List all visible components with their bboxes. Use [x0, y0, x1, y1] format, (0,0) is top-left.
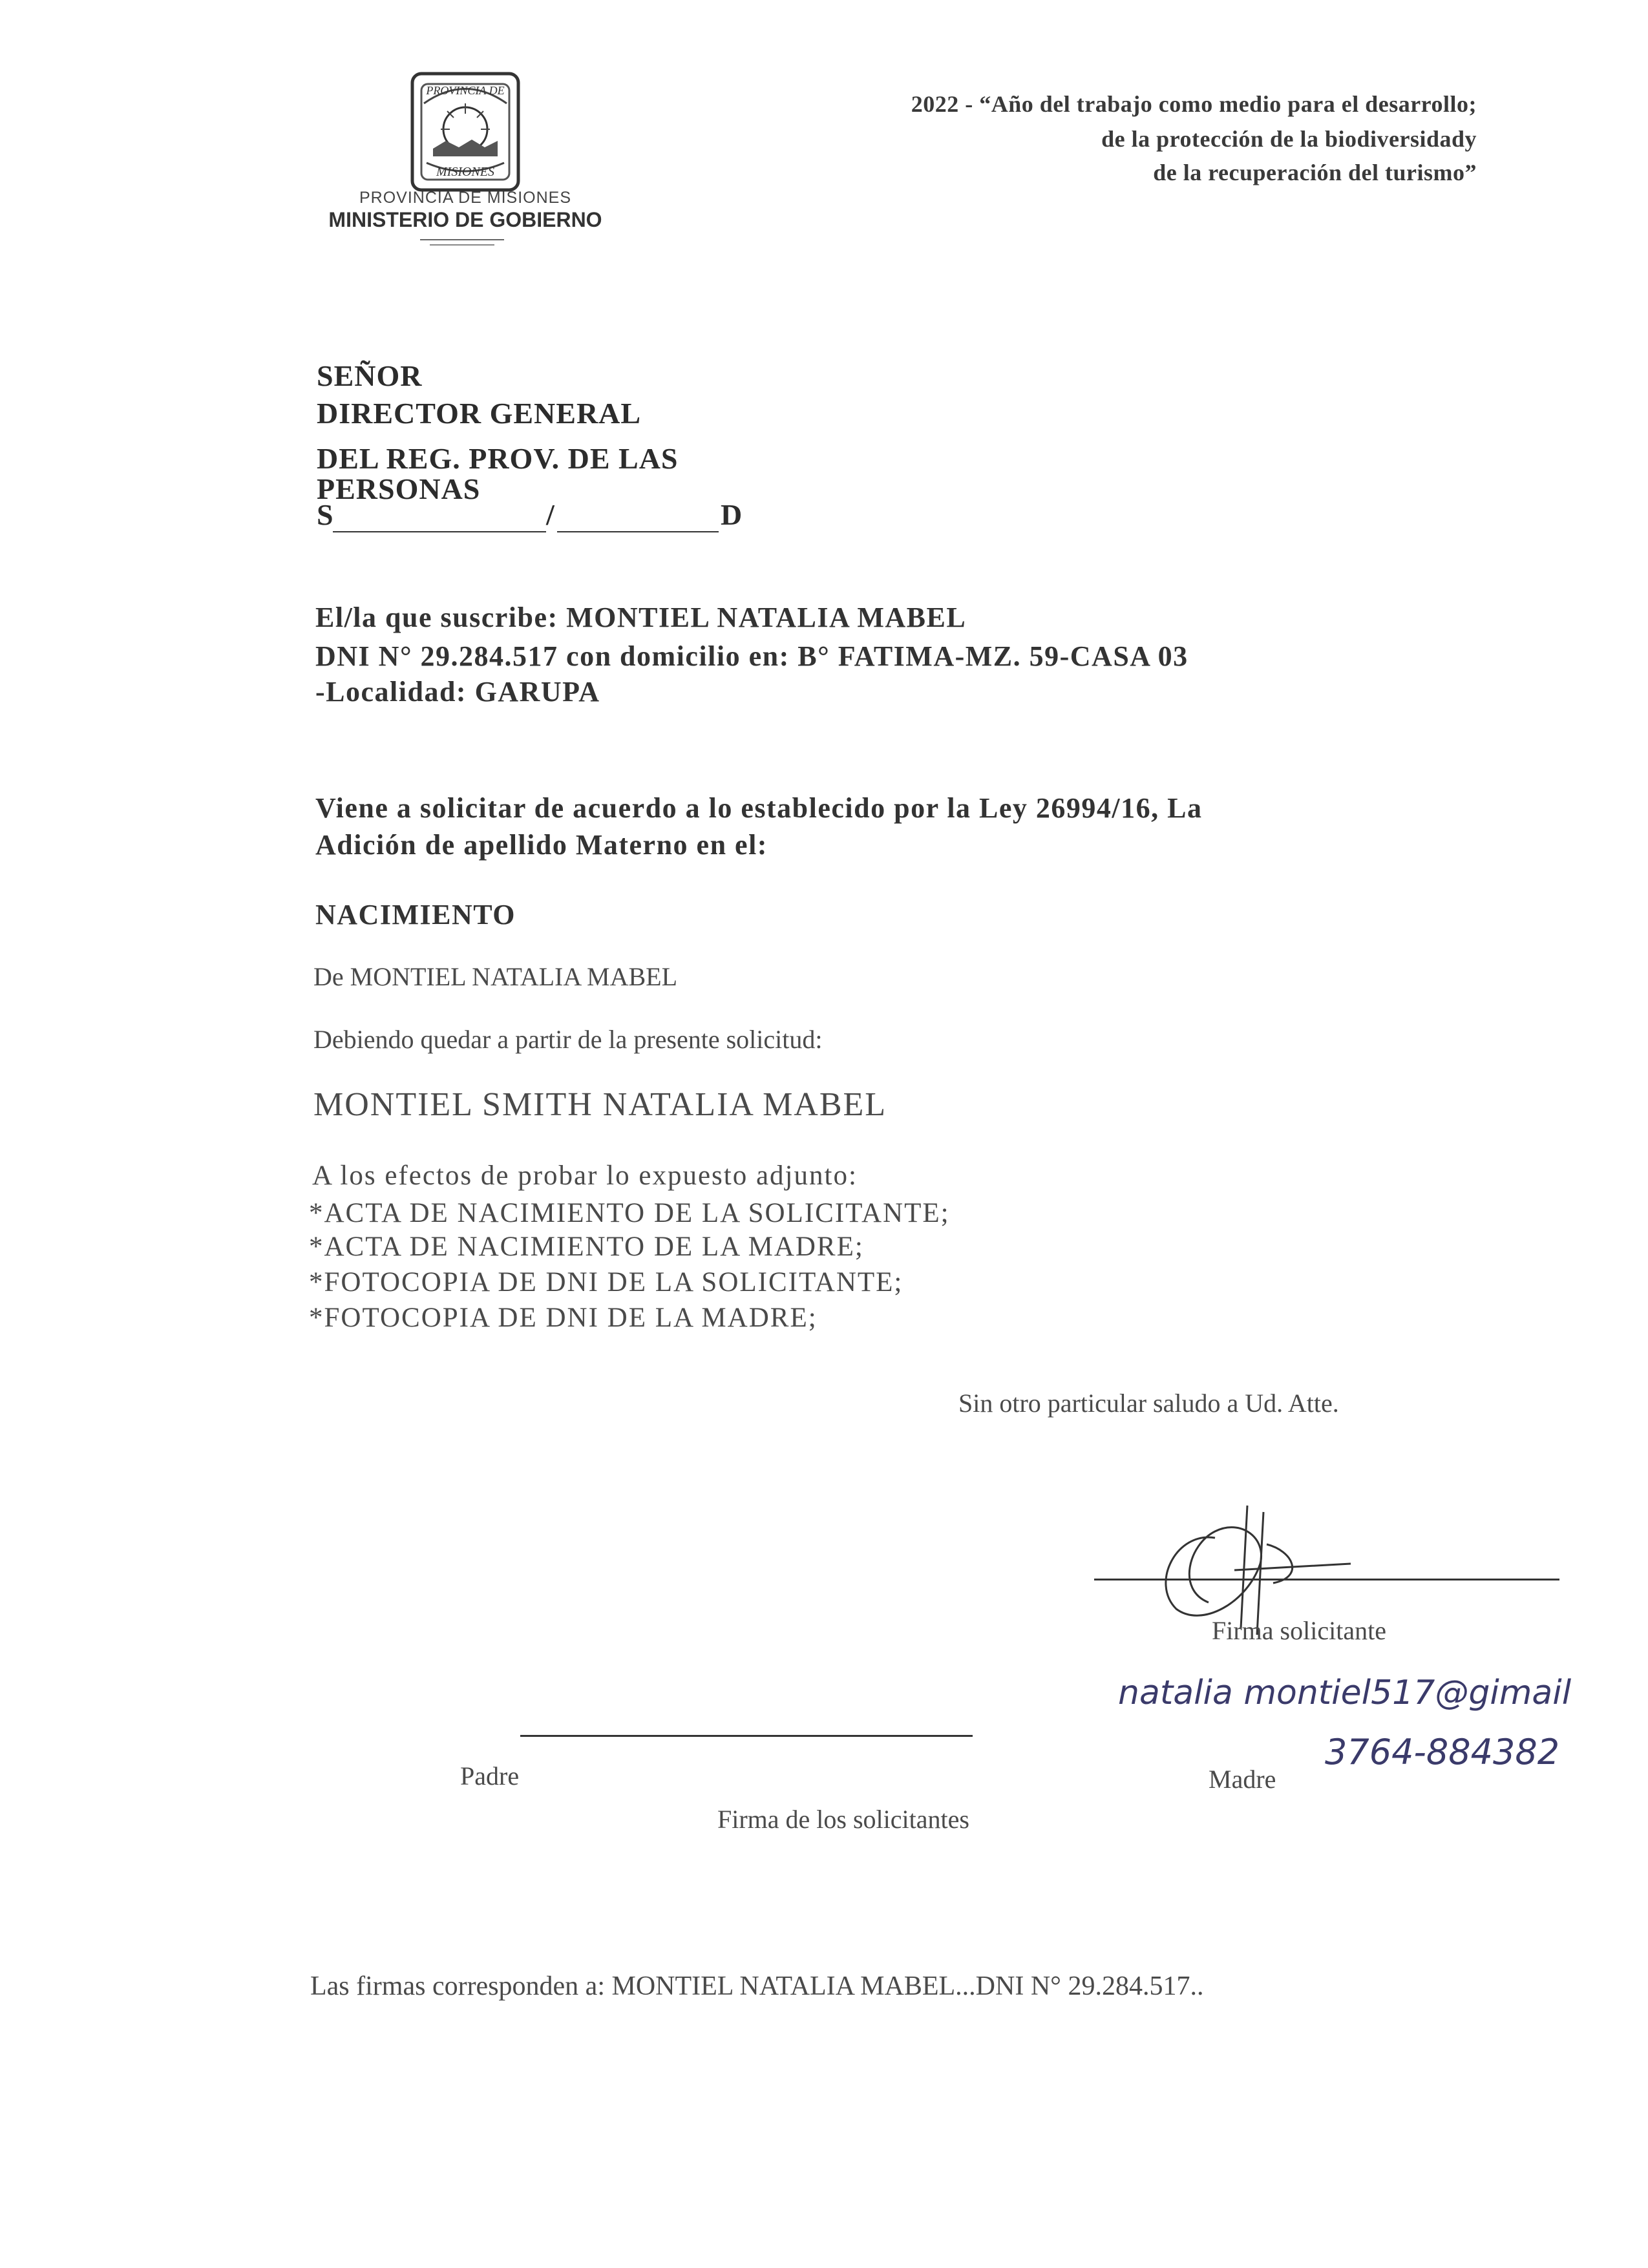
addressee-s-label: S	[317, 498, 334, 531]
attachment-item: *ACTA DE NACIMIENTO DE LA SOLICITANTE;	[309, 1198, 950, 1228]
seal-text-top: PROVINCIA DE	[426, 84, 505, 97]
section-title: NACIMIENTO	[315, 899, 516, 930]
new-name: MONTIEL SMITH NATALIA MABEL	[313, 1086, 887, 1123]
motto-line-1: 2022 - “Año del trabajo como medio para el desarrollo;	[911, 91, 1477, 117]
request-line-2: Adición de apellido Materno en el:	[315, 829, 768, 861]
request-line-1: Viene a solicitar de acuerdo a lo establecido por la Ley 26994/16, La	[315, 792, 1203, 824]
handwritten-phone: 3764-884382	[1325, 1732, 1560, 1772]
parents-signature-line	[520, 1735, 973, 1737]
addressee-line-1: SEÑOR	[317, 359, 423, 392]
signatures-correspond-line: Las firmas corresponden a: MONTIEL NATALIA MABEL...DNI N° 29.284.517..	[310, 1971, 1204, 2001]
both-signatures-label: Firma de los solicitantes	[717, 1805, 969, 1834]
province-seal-icon	[401, 65, 530, 200]
attachments-intro: A los efectos de probar lo expuesto adjunto:	[312, 1160, 858, 1191]
motto-line-3: de la recuperación del turismo”	[1153, 160, 1477, 185]
address-blank-2	[557, 531, 719, 532]
applicant-line-1: El/la que suscribe: MONTIEL NATALIA MABEL	[315, 602, 967, 633]
applicant-signature-line	[1094, 1579, 1559, 1580]
ministry-underline-2	[430, 244, 494, 246]
father-label: Padre	[460, 1761, 520, 1790]
ministry-name: MINISTERIO DE GOBIERNO	[328, 208, 602, 231]
motto-line-2: de la protección de la biodiversidady	[1101, 126, 1477, 152]
remaining-line: Debiendo quedar a partir de la presente solicitud:	[313, 1025, 823, 1054]
ministry-underline	[420, 239, 504, 240]
attachment-item: *ACTA DE NACIMIENTO DE LA MADRE;	[309, 1232, 864, 1262]
seal-text-bottom: MISIONES	[436, 165, 494, 179]
addressee-d-label: D	[721, 498, 743, 531]
addressee-line-4: PERSONAS	[317, 472, 481, 505]
applicant-signature-label: Firma solicitante	[1212, 1616, 1386, 1645]
applicant-line-3: -Localidad: GARUPA	[315, 676, 600, 708]
attachment-item: *FOTOCOPIA DE DNI DE LA SOLICITANTE;	[309, 1267, 903, 1297]
mother-label: Madre	[1209, 1765, 1276, 1794]
of-name-line: De MONTIEL NATALIA MABEL	[313, 962, 678, 991]
addressee-line-2: DIRECTOR GENERAL	[317, 397, 642, 430]
attachment-item: *FOTOCOPIA DE DNI DE LA MADRE;	[309, 1303, 818, 1333]
closing-line: Sin otro particular saludo a Ud. Atte.	[958, 1389, 1339, 1418]
address-blank-1	[333, 531, 546, 532]
addressee-line-3: DEL REG. PROV. DE LAS	[317, 442, 679, 475]
province-name: PROVINCIA DE MISIONES	[359, 189, 571, 207]
ministry-logo	[304, 65, 627, 258]
handwritten-email: natalia montiel517@gimail	[1118, 1674, 1572, 1712]
applicant-line-2: DNI N° 29.284.517 con domicilio en: B° FATIMA-MZ. 59-CASA 03	[315, 640, 1188, 672]
addressee-slash: /	[546, 498, 555, 531]
